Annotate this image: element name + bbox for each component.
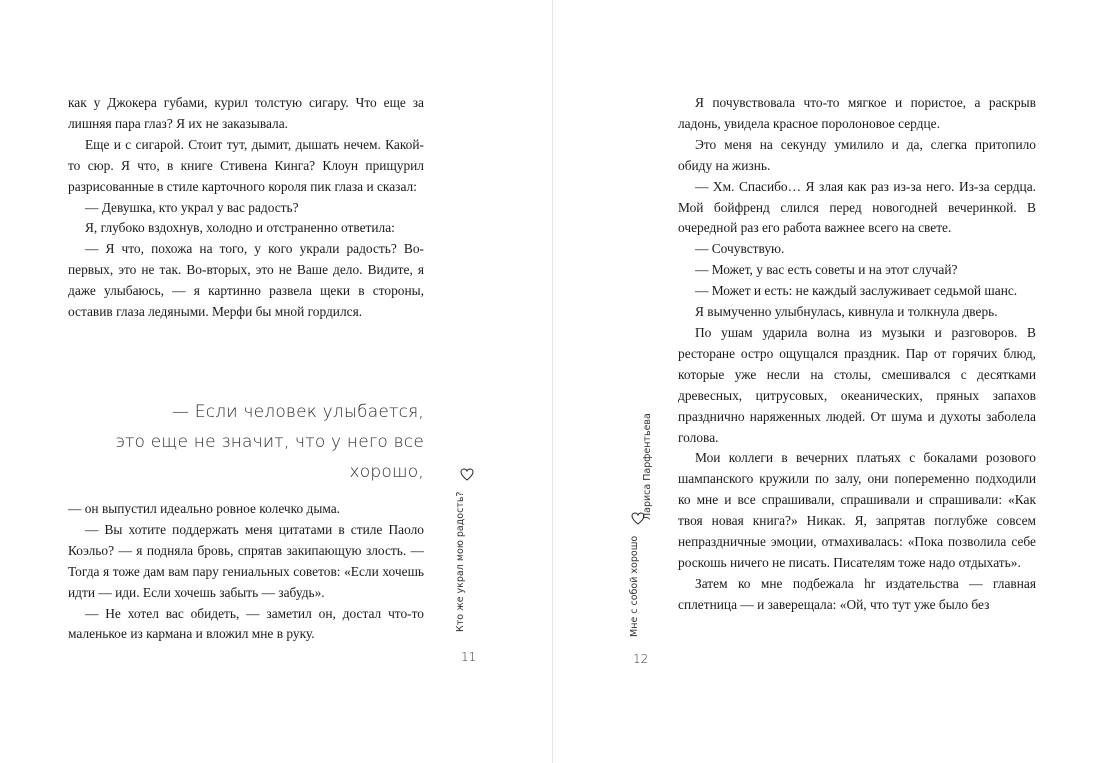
quote-line: — Если человек улыбается,	[172, 402, 424, 422]
pull-quote	[80, 397, 424, 487]
paragraph: — Я что, похожа на того, у кого украли радость? Во-первых, это не так. Во-вторых, это не Ваше дело. Видите, я даже улыбаюсь, — я картинно развела щеки в стороны, оставив глаза ледяными. Мерфи бы мной гордился.	[68, 241, 424, 320]
paragraph: Еще и с сигарой. Стоит тут, дымит, дышать нечем. Какой-то сюр. Я что, в книге Стивена Кинга? Клоун прищурил разрисованные в стиле карточного короля пик глаза и сказал:	[68, 136, 424, 194]
paragraph: — Сочувствую.	[695, 241, 785, 257]
heart-outline-icon	[460, 468, 474, 481]
paragraph: — Не хотел вас обидеть, — заметил он, достал что-то маленькое из кармана и вложил мне в руку.	[68, 605, 424, 642]
paragraph: — Вы хотите поддержать меня цитатами в стиле Паоло Коэльо? — я подняла бровь, спрятав закипающую злость. — Тогда я тоже дам вам пару гениальных советов: «Если хочешь идти — иди. Если хочешь забыть — забудь».	[68, 521, 424, 600]
paragraph: Я, глубоко вздохнув, холодно и отстраненно ответила:	[85, 220, 395, 236]
left-page-text-bottom	[68, 499, 424, 645]
paragraph: — Девушка, кто украл у вас радость?	[85, 199, 299, 215]
right-page	[553, 0, 1105, 763]
paragraph: По ушам ударила волна из музыки и разговоров. В ресторане остро ощущался праздник. Пар от горячих блюд, которые уже несли на столы, смешивался с десятками древесных, цитрусовых, океанических, пряных запахов празднично наряженных людей. От шума и духоты заболела голова.	[678, 324, 1036, 445]
paragraph: Затем ко мне подбежала hr издательства — главная сплетница — и заверещала: «Ой, что тут уже было без	[678, 575, 1036, 612]
paragraph: как у Джокера губами, курил толстую сигару. Что еще за лишняя пара глаз? Я их не заказывала.	[68, 95, 424, 131]
left-page	[0, 0, 552, 763]
page-number: 12	[633, 652, 649, 666]
quote-line: это еще не значит, что у него все	[115, 432, 424, 452]
paragraph: Я почувствовала что-то мягкое и пористое, а раскрыв ладонь, увидела красное поролоновое сердце.	[678, 95, 1036, 131]
running-title: Кто же украл мою радость?	[455, 491, 466, 632]
paragraph: Это меня на секунду умилило и да, слегка притопило обиду на жизнь.	[678, 136, 1036, 173]
page-number: 11	[461, 650, 477, 664]
paragraph: Я вымученно улыбнулась, кивнула и толкнула дверь.	[695, 304, 998, 320]
right-page-text	[678, 93, 1036, 616]
left-page-text-top	[68, 93, 424, 323]
paragraph: — он выпустил идеально ровное колечко дыма.	[68, 501, 341, 516]
paragraph: — Может, у вас есть советы и на этот случай?	[695, 262, 958, 278]
running-title-book: Мне с собой хорошо	[629, 535, 640, 637]
quote-line: хорошо,	[349, 462, 424, 482]
paragraph: — Может и есть: не каждый заслуживает седьмой шанс.	[695, 283, 1018, 299]
paragraph: Мои коллеги в вечерних платьях с бокалами розового шампанского кружили по залу, они попеременно подходили ко мне и все спрашивали, спрашивали и спрашивали: «Как твоя новая книга?» Никак. Я, запрятав поглубже совсем непраздничные эмоции, отмахивалась: «Пока позволила себе роскошь ничего не писать. Писателям тоже надо отдыхать».	[678, 450, 1036, 570]
running-title-author: Лариса Парфентьева	[642, 413, 653, 520]
paragraph: — Хм. Спасибо… Я злая как раз из-за него. Из-за сердца. Мой бойфренд слился перед новогодней вечеринкой. В очередной раз его работа важнее всего на свете.	[678, 178, 1036, 236]
